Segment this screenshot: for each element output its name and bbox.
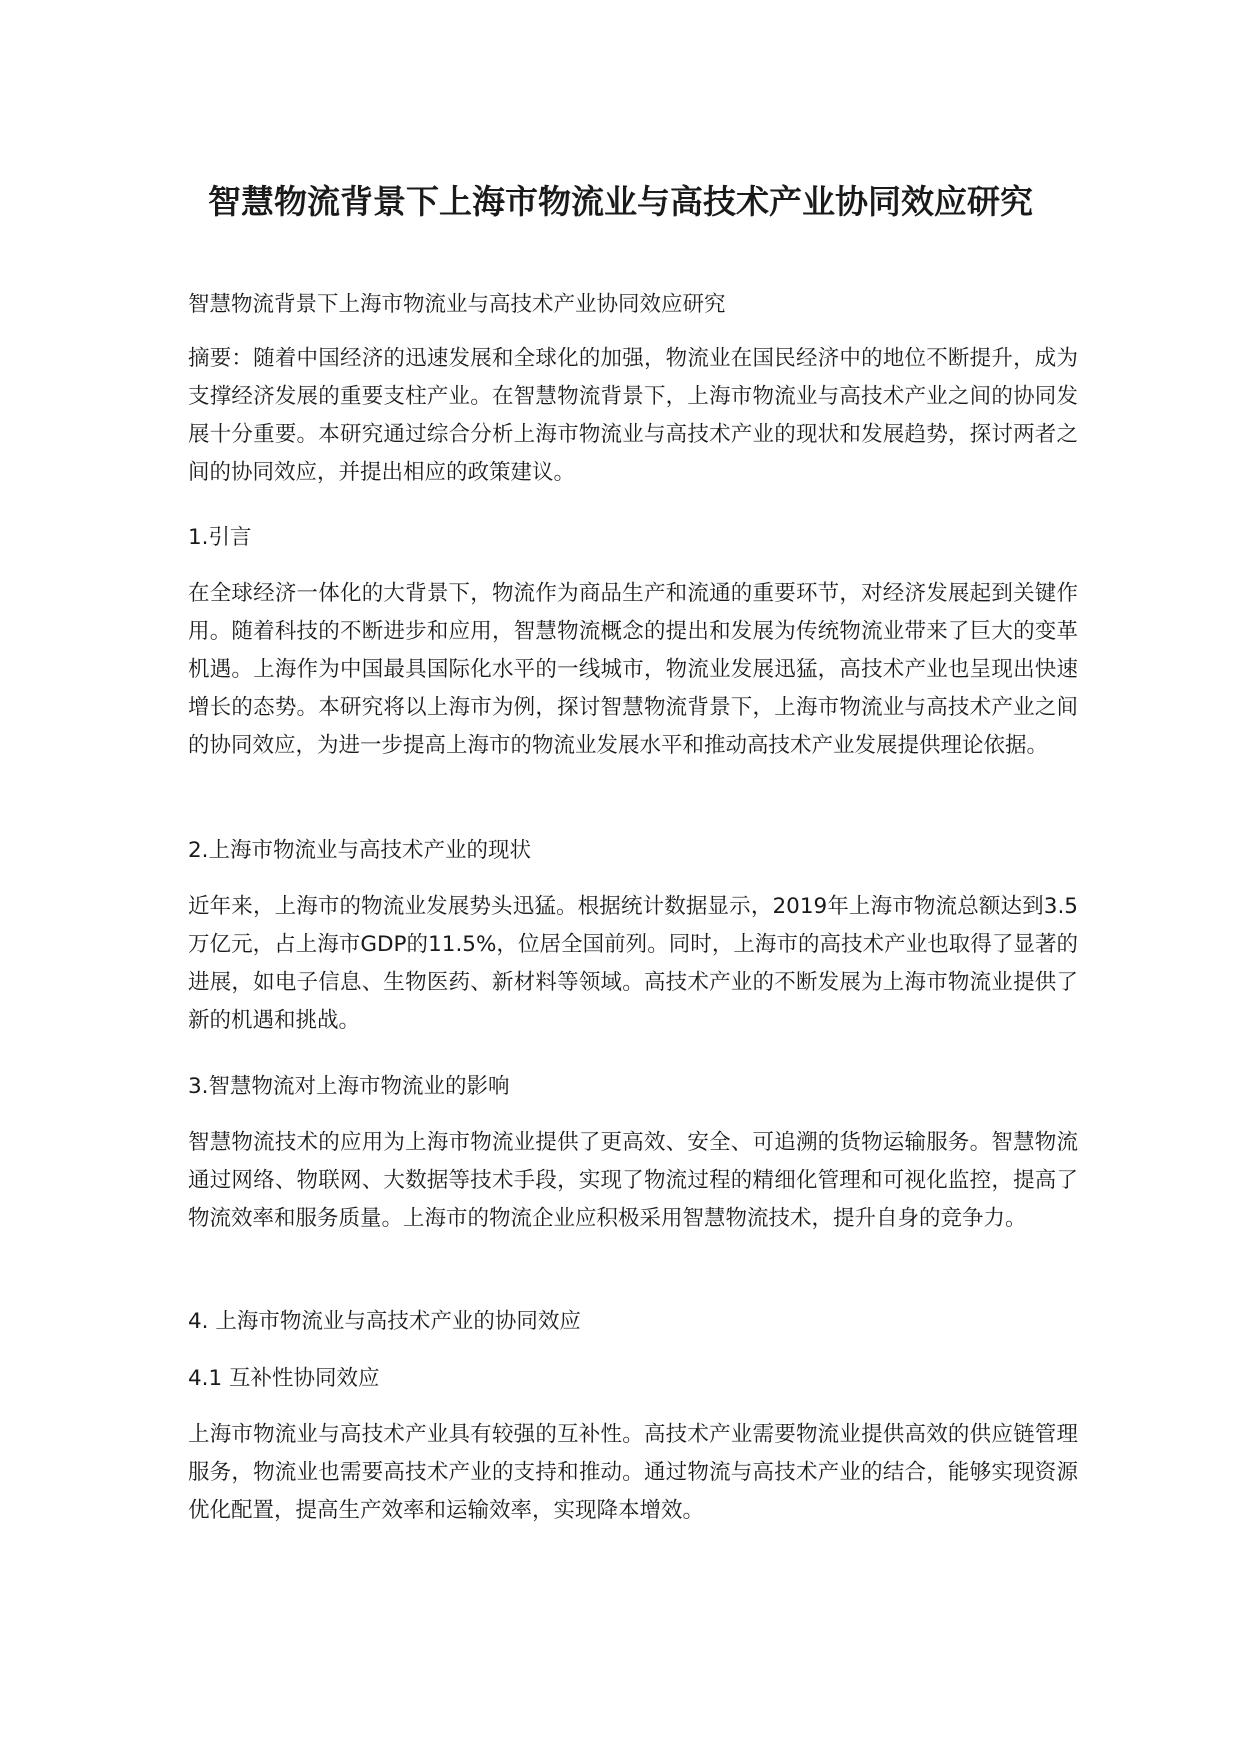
- section-body-2: 近年来，上海市的物流业发展势头迅猛。根据统计数据显示，2019年上海市物流总额达到3.5万亿元，占上海市GDP的11.5%，位居全国前列。同时，上海市的高技术产业也取得了显著的进展，如电子信息、生物医药、新材料等领域。高技术产业的不断发展为上海市物流业提供了新的机遇和挑战。: [188, 894, 1078, 1033]
- section-body-4-1: 上海市物流业与高技术产业具有较强的互补性。高技术产业需要物流业提供高效的供应链管理服务，物流业也需要高技术产业的支持和推动。通过物流与高技术产业的结合，能够实现资源优化配置，提高生产效率和运输效率，实现降本增效。: [188, 1422, 1078, 1523]
- section-body-3: 智慧物流技术的应用为上海市物流业提供了更高效、安全、可追溯的货物运输服务。智慧物流通过网络、物联网、大数据等技术手段，实现了物流过程的精细化管理和可视化监控，提高了物流效率和服务质量。上海市的物流企业应积极采用智慧物流技术，提升自身的竞争力。: [188, 1130, 1078, 1231]
- section-heading-3: 3.智慧物流对上海市物流业的影响: [188, 1074, 510, 1099]
- section-heading-4-1: 4.1 互补性协同效应: [188, 1366, 380, 1391]
- document-title: 智慧物流背景下上海市物流业与高技术产业协同效应研究: [208, 182, 1033, 221]
- abstract-paragraph: 摘要：随着中国经济的迅速发展和全球化的加强，物流业在国民经济中的地位不断提升，成为支撑经济发展的重要支柱产业。在智慧物流背景下，上海市物流业与高技术产业之间的协同发展十分重要。本研究通过综合分析上海市物流业与高技术产业的现状和发展趋势，探讨两者之间的协同效应，并提出相应的政策建议。: [188, 346, 1078, 485]
- document-subtitle: 智慧物流背景下上海市物流业与高技术产业协同效应研究: [188, 292, 726, 317]
- section-heading-2: 2.上海市物流业与高技术产业的现状: [188, 838, 532, 863]
- section-body-1: 在全球经济一体化的大背景下，物流作为商品生产和流通的重要环节，对经济发展起到关键作用。随着科技的不断进步和应用，智慧物流概念的提出和发展为传统物流业带来了巨大的变革机遇。上海作为中国最具国际化水平的一线城市，物流业发展迅猛，高技术产业也呈现出快速增长的态势。本研究将以上海市为例，探讨智慧物流背景下，上海市物流业与高技术产业之间的协同效应，为进一步提高上海市的物流业发展水平和推动高技术产业发展提供理论依据。: [188, 581, 1078, 758]
- section-heading-4: 4. 上海市物流业与高技术产业的协同效应: [188, 1309, 581, 1334]
- section-heading-1: 1.引言: [188, 525, 252, 550]
